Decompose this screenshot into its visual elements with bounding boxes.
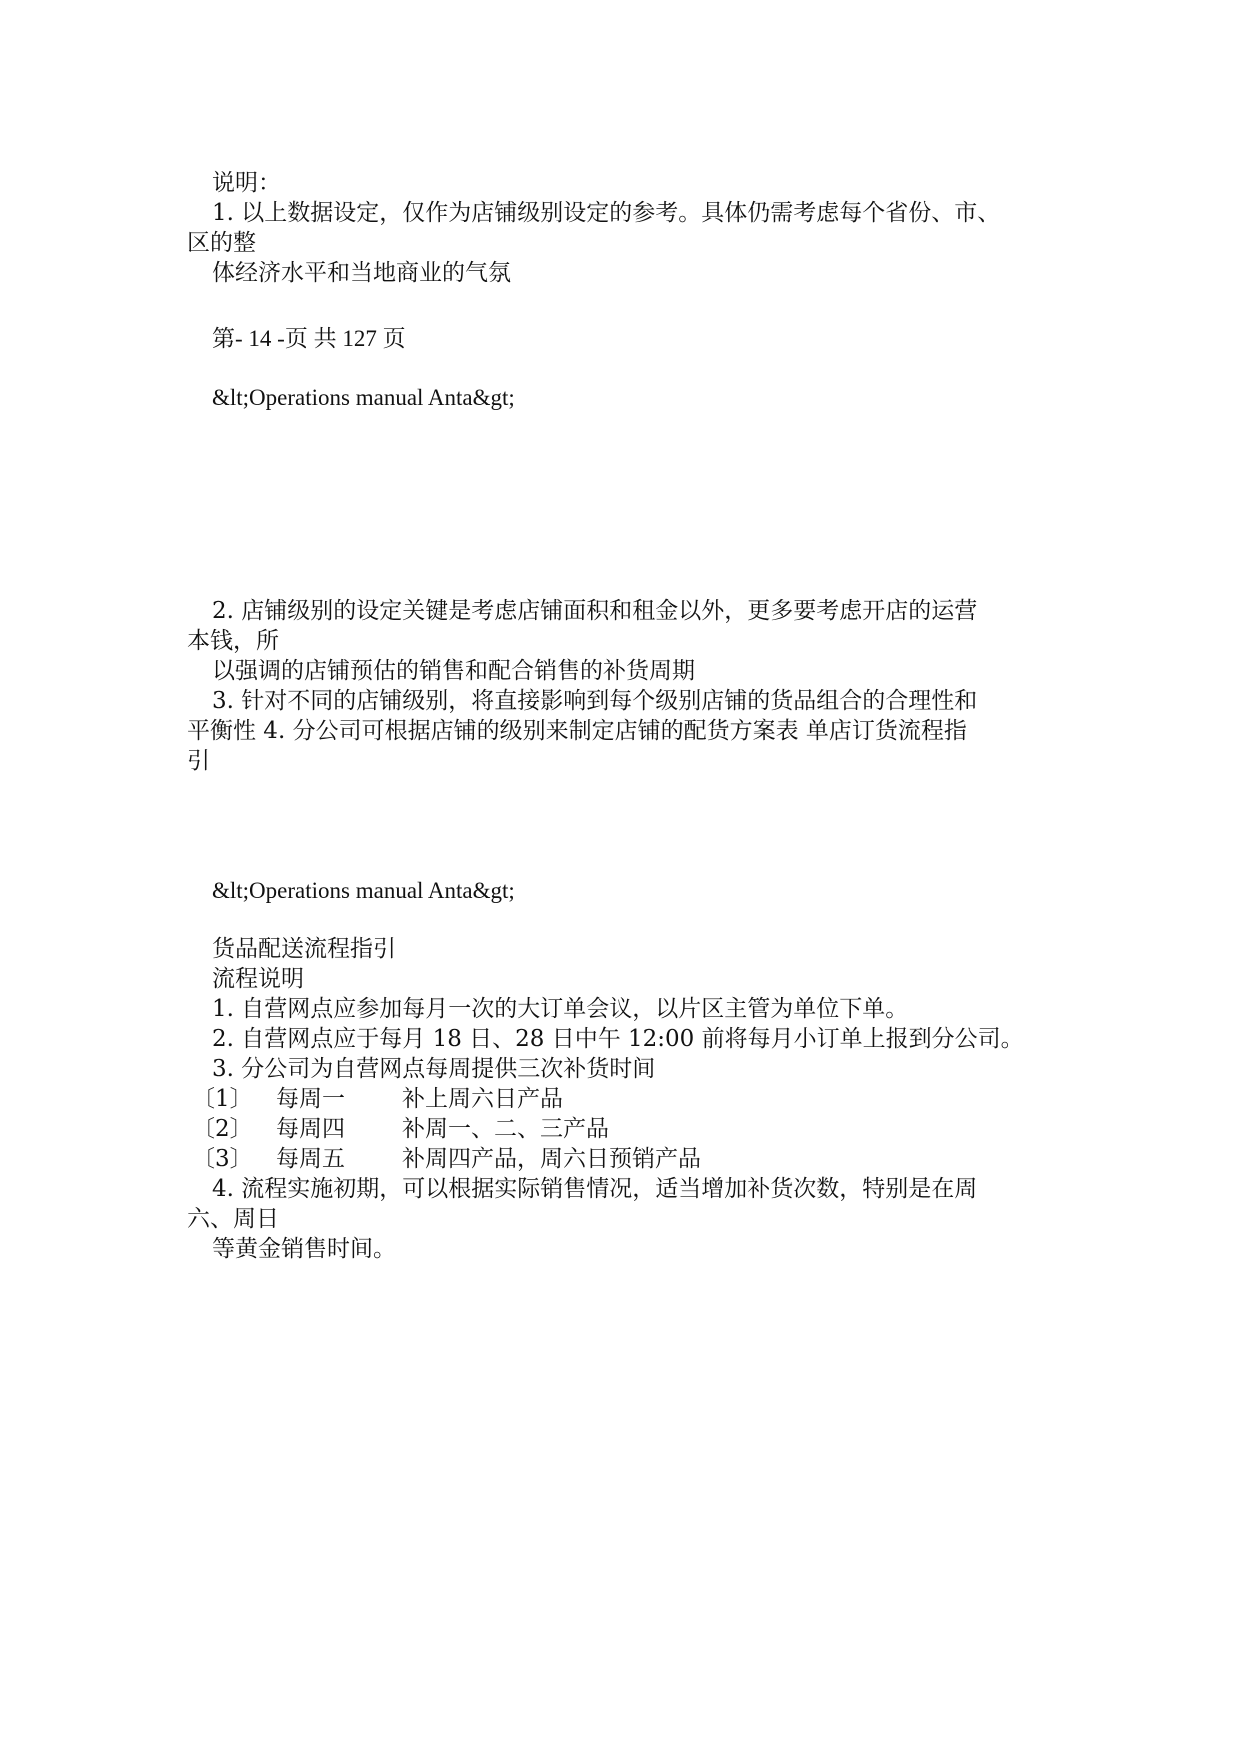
process-step-2: 2. 自营网点应于每月 18 日、28 日中午 12:00 前将每月小订单上报到分公司。 [212,1026,1024,1052]
note-item-1-cont: 区的整 [187,230,256,256]
process-heading: 流程说明 [212,966,304,992]
running-header: &lt;Operations manual Anta&gt; [212,385,515,410]
note-heading: 说明： [212,170,281,196]
note-item-4: 平衡性 4. 分公司可根据店铺的级别来制定店铺的配货方案表 单店订货流程指 [187,718,967,744]
schedule-desc: 补周一、二、三产品 [402,1116,609,1142]
note-item-2-cont: 本钱，所 [187,628,279,654]
schedule-day: 每周四 [276,1116,345,1142]
schedule-desc: 补周四产品，周六日预销产品 [402,1146,701,1172]
note-item-1: 1. 以上数据设定，仅作为店铺级别设定的参考。具体仍需考虑每个省份、市、 [212,200,1001,226]
section-title: 货品配送流程指引 [212,936,396,962]
schedule-num: 〔1〕 [192,1086,253,1112]
schedule-num: 〔3〕 [192,1146,253,1172]
process-step-4-cont: 六、周日 [187,1206,279,1232]
note-item-2-cont2: 以强调的店铺预估的销售和配合销售的补货周期 [212,658,695,684]
schedule-desc: 补上周六日产品 [402,1086,563,1112]
schedule-day: 每周一 [276,1086,345,1112]
schedule-num: 〔2〕 [192,1116,253,1142]
process-step-1: 1. 自营网点应参加每月一次的大订单会议，以片区主管为单位下单。 [212,996,909,1022]
note-item-4-cont: 引 [187,748,210,774]
note-item-1-cont2: 体经济水平和当地商业的气氛 [212,260,511,286]
process-step-4: 4. 流程实施初期，可以根据实际销售情况，适当增加补货次数，特别是在周 [212,1176,978,1202]
process-step-3: 3. 分公司为自营网点每周提供三次补货时间 [212,1056,656,1082]
note-item-3: 3. 针对不同的店铺级别，将直接影响到每个级别店铺的货品组合的合理性和 [212,688,978,714]
schedule-day: 每周五 [276,1146,345,1172]
running-header-2: &lt;Operations manual Anta&gt; [212,878,515,903]
note-item-2: 2. 店铺级别的设定关键是考虑店铺面积和租金以外，更多要考虑开店的运营 [212,598,978,624]
page-number: 第- 14 -页 共 127 页 [212,326,406,351]
process-step-4-cont2: 等黄金销售时间。 [212,1236,396,1262]
